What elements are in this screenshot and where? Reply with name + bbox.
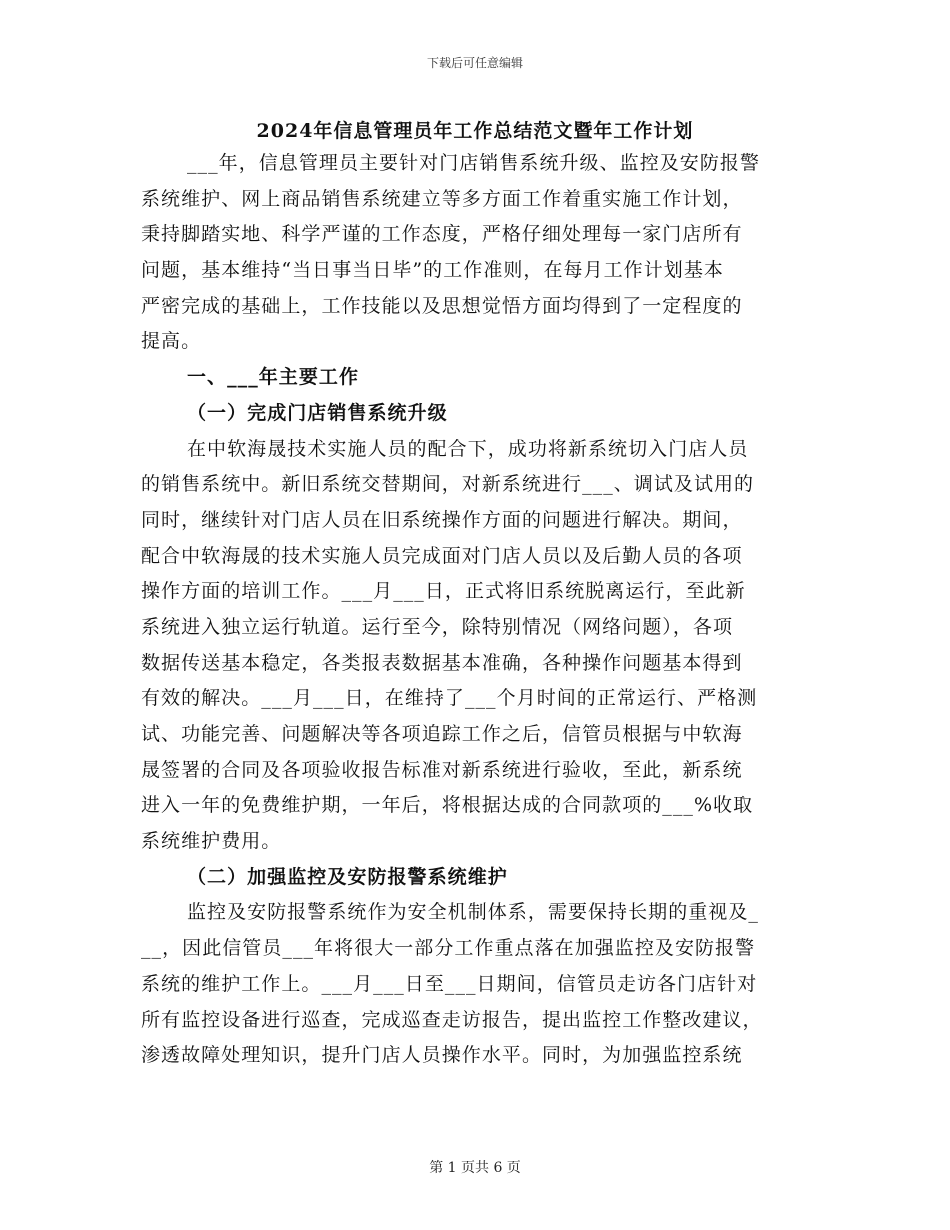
- paragraph-line: 进入一年的免费维护期，一年后，将根据达成的合同款项的___%收取: [141, 794, 754, 817]
- paragraph-line: 问题，基本维持“当日事当日毕”的工作准则，在每月工作计划基本: [141, 259, 724, 282]
- paragraph-line: 的销售系统中。新旧系统交替期间，对新系统进行___、调试及试用的: [141, 473, 755, 496]
- paragraph-line: 系统维护、网上商品销售系统建立等多方面工作着重实施工作计划，: [141, 187, 743, 210]
- paragraph-line: 系统维护费用。: [141, 830, 282, 853]
- paragraph-line: 秉持脚踏实地、科学严谨的工作态度，严格仔细处理每一家门店所有: [141, 223, 743, 246]
- paragraph-line: 系统的维护工作上。___月___日至___日期间，信管员走访各门店针对: [141, 972, 758, 995]
- paragraph-line: 数据传送基本稳定，各类报表数据基本准确，各种操作问题基本得到: [141, 651, 743, 674]
- paragraph-line: 试、功能完善、问题解决等各项追踪工作之后，信管员根据与中软海: [141, 723, 743, 745]
- section-heading: （二）加强监控及安防报警系统维护: [187, 865, 508, 888]
- paragraph-line: 有效的解决。___月___日，在维持了___个月时间的正常运行、严格测: [141, 687, 758, 710]
- page-footer: 第 1 页共 6 页: [429, 1160, 521, 1176]
- section-heading: 一、___年主要工作: [187, 366, 360, 389]
- paragraph-line: 配合中软海晟的技术实施人员完成面对门店人员以及后勤人员的各项: [141, 544, 743, 567]
- header-note: 下载后可任意编辑: [426, 56, 523, 70]
- paragraph-line: 所有监控设备进行巡查，完成巡查走访报告，提出监控工作整改建议，: [141, 1008, 763, 1031]
- paragraph-line: 渗透故障处理知识，提升门店人员操作水平。同时，为加强监控系统: [141, 1044, 743, 1067]
- paragraph-line: 在中软海晟技术实施人员的配合下，成功将新系统切入门店人员: [187, 437, 749, 460]
- paragraph-line: 严密完成的基础上，工作技能以及思想觉悟方面均得到了一定程度的: [141, 294, 743, 317]
- paragraph-line: ___年，信息管理员主要针对门店销售系统升级、监控及安防报警: [187, 152, 761, 174]
- paragraph-line: 操作方面的培训工作。___月___日，正式将旧系统脱离运行，至此新: [141, 580, 746, 603]
- paragraph-line: __，因此信管员___年将很大一部分工作重点落在加强监控及安防报警: [141, 937, 756, 960]
- paragraph-line: 系统进入独立运行轨道。运行至今，除特别情况（网络问题），各项: [141, 615, 734, 638]
- section-heading: （一）完成门店销售系统升级: [187, 401, 448, 424]
- paragraph-line: 提高。: [141, 330, 202, 353]
- document-title: 2024年信息管理员年工作总结范文暨年工作计划: [256, 120, 694, 142]
- document-body: [141, 146, 813, 1074]
- paragraph-line: 同时，继续针对门店人员在旧系统操作方面的问题进行解决。期间，: [141, 508, 743, 531]
- paragraph-line: 晟签署的合同及各项验收报告标准对新系统进行验收，至此，新系统: [141, 758, 743, 781]
- paragraph-line: 监控及安防报警系统作为安全机制体系，需要保持长期的重视及_: [187, 901, 759, 924]
